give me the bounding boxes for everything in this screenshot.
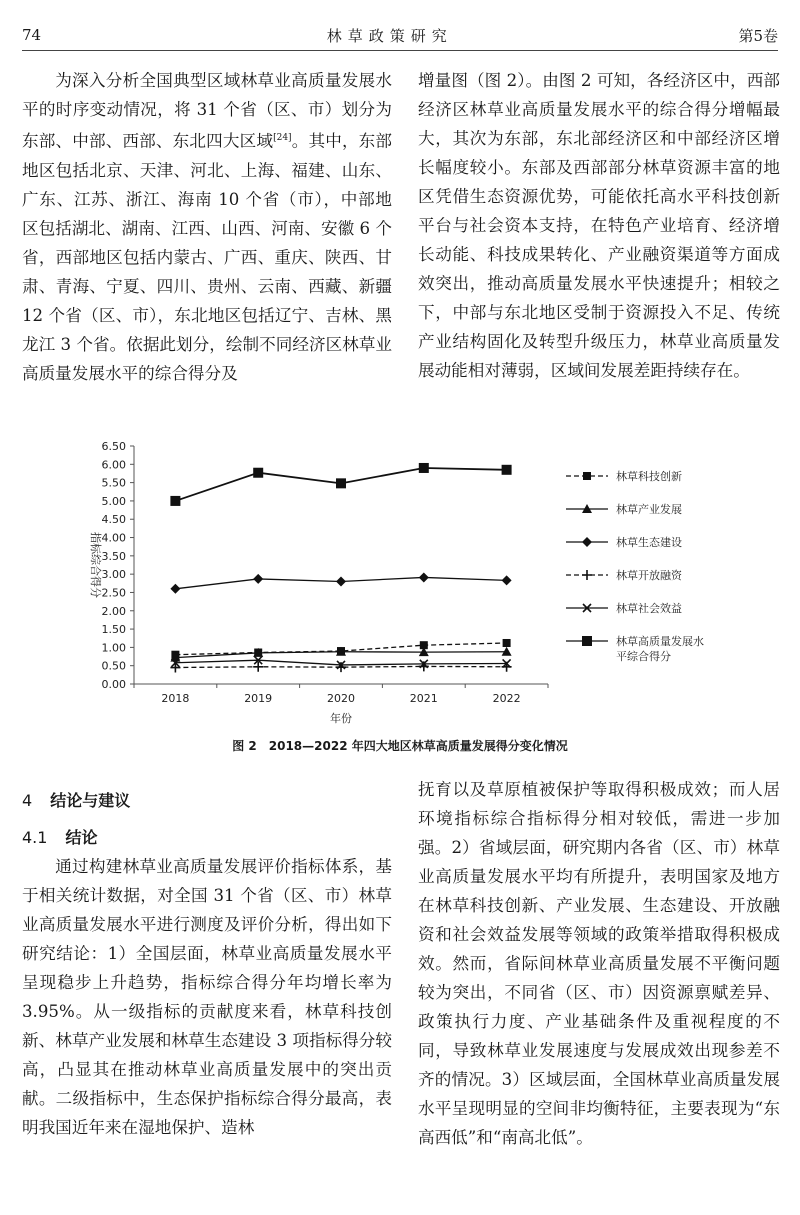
- x-tick-label: 2019: [244, 692, 273, 705]
- page-header: [22, 20, 778, 51]
- section-number: 4.1: [22, 828, 48, 847]
- y-tick-label: 0.50: [101, 659, 126, 673]
- legend-entry: [566, 535, 682, 549]
- data-point: [582, 570, 592, 580]
- legend-entry: [566, 634, 704, 663]
- y-tick-label: 2.00: [101, 604, 126, 618]
- bottom-right-column: [418, 775, 780, 1152]
- top-right-column: [418, 66, 780, 385]
- paragraph-text: 。其中，东部地区包括北京、天津、河北、上海、福建、山东、广东、江苏、浙江、海南 10 个省（市），中部地区包括湖北、湖南、江西、山西、河南、安徽 6 个省，西部地区包括内蒙古、广西、重庆、陕西、甘肃、青海、宁夏、四川、贵州、云南、西藏、新疆 12 个省（区、市），东北地区包括辽宁、吉林、黑龙江 3 个省。依据此划分，绘制不同经济区林草业高质量发展水平的综合得分及: [22, 131, 393, 383]
- journal-title: 林草政策研究: [326, 26, 453, 45]
- y-tick-label: 4.50: [101, 513, 126, 527]
- y-tick-label: 1.00: [101, 641, 126, 655]
- y-tick-label: 6.00: [101, 458, 126, 472]
- section-4-heading: [22, 786, 392, 815]
- page-number: 74: [22, 26, 42, 44]
- legend-entry: [566, 601, 682, 615]
- data-point: [502, 465, 512, 475]
- paragraph-regions: [22, 66, 392, 388]
- x-tick-label: 2020: [327, 692, 355, 705]
- data-point: [170, 584, 180, 594]
- legend-label: 林草科技创新: [616, 470, 682, 483]
- legend-label: 平综合得分: [616, 650, 671, 663]
- section-title: 结论: [65, 828, 98, 847]
- y-tick-label: 2.50: [101, 586, 126, 600]
- data-point: [583, 472, 591, 480]
- y-axis-label: 指标综合得分: [89, 532, 102, 598]
- data-point: [253, 574, 263, 584]
- data-point: [503, 639, 511, 647]
- data-point: [170, 496, 180, 506]
- paragraph-conclusions-cont: 抚育以及草原植被保护等取得积极成效；而人居环境指标综合指标得分相对较低，需进一步加强。2）省域层面，研究期内各省（区、市）林草业高质量发展水平均有所提升，表明国家及地方在林草科技创新、产业发展、生态建设、开放融资和社会效益发展等领域的政策举措取得积极成效。然而，省际间林草业高质量发展不平衡问题较为突出，不同省（区、市）因资源禀赋差异、政策执行力度、产业基础条件及重视程度的不同，导致林草业发展速度与发展成效出现参差不齐的情况。3）区域层面，全国林草业高质量发展水平呈现明显的空间非均衡特征，主要表现为“东高西低”和“南高北低”。: [418, 780, 780, 1147]
- y-tick-label: 0.00: [101, 678, 126, 691]
- legend-label: 林草高质量发展水: [616, 635, 704, 648]
- y-tick-label: 6.50: [101, 440, 126, 453]
- data-point: [170, 663, 180, 673]
- y-tick-label: 1.50: [101, 623, 126, 637]
- citation-ref: [24]: [273, 133, 292, 143]
- section-number: 4: [22, 791, 33, 810]
- section-4-1-heading: [22, 823, 392, 852]
- legend-entry: [566, 469, 682, 483]
- section-title: 结论与建议: [50, 791, 131, 810]
- line-chart: [60, 432, 760, 762]
- legend-label: 林草生态建设: [616, 536, 682, 549]
- data-point: [582, 636, 592, 646]
- data-point: [419, 463, 429, 473]
- series-2: [170, 647, 511, 662]
- series-6: [170, 463, 511, 506]
- legend-label: 林草产业发展: [616, 503, 682, 516]
- x-tick-label: 2018: [161, 692, 190, 705]
- paragraph-text: 为深入分析全国典型区域林草业高质量发展水平的时序变动情况，将 31 个省（区、市）划分为东部、中部、西部、东北四大区域: [22, 71, 392, 151]
- x-tick-label: 2022: [492, 692, 521, 705]
- figure-caption: 图 2 2018—2022 年四大地区林草高质量发展得分变化情况: [232, 739, 568, 753]
- legend-entry: [566, 568, 683, 582]
- chart-svg: [60, 432, 760, 762]
- x-axis-label: 年份: [330, 712, 352, 725]
- data-point: [336, 576, 346, 586]
- data-point: [582, 537, 592, 547]
- data-point: [336, 478, 346, 488]
- legend-label: 林草开放融资: [616, 569, 682, 582]
- y-tick-label: 3.50: [101, 549, 126, 563]
- legend-label: 林草社会效益: [616, 602, 682, 615]
- x-tick-label: 2021: [409, 692, 438, 705]
- legend-entry: [566, 502, 682, 516]
- series-3: [170, 572, 511, 593]
- y-tick-label: 4.00: [101, 531, 126, 545]
- volume-label: 第5卷: [738, 26, 778, 45]
- paragraph-conclusions: 通过构建林草业高质量发展评价指标体系，基于相关统计数据，对全国 31 个省（区、市）林草业高质量发展水平进行测度及评价分析，得出如下研究结论：1）全国层面，林草业高质量发展水平呈现稳步上升趋势，指标综合得分年均增长率为 3.95%。从一级指标的贡献度来看，林草科技创新、林草产业发展和林草生态建设 3 项指标得分较高，凸显其在推动林草业高质量发展中的突出贡献。二级指标中，生态保护指标综合得分最高，表明我国近年来在湿地保护、造林: [22, 857, 392, 1137]
- top-left-column: [22, 66, 392, 388]
- data-point: [502, 575, 512, 585]
- paragraph-analysis: 增量图（图 2）。由图 2 可知，各经济区中，西部经济区林草业高质量发展水平的综合得分增幅最大，其次为东部，东北部经济区和中部经济区增长幅度较小。东部及西部部分林草资源丰富的地区凭借生态资源优势，可能依托高水平科技创新平台与社会资本支持，在特色产业培育、经济增长动能、科技成果转化、产业融资渠道等方面成效突出，推动高质量发展水平快速提升；相较之下，中部与东北地区受制于资源投入不足、传统产业结构固化及转型升级压力，林草业高质量发展动能相对薄弱，区域间发展差距持续存在。: [418, 71, 780, 380]
- y-tick-label: 5.00: [101, 494, 126, 508]
- data-point: [253, 468, 263, 478]
- data-point: [419, 572, 429, 582]
- y-tick-label: 5.50: [101, 476, 126, 490]
- y-tick-label: 3.00: [101, 568, 126, 582]
- data-point: [336, 662, 346, 672]
- bottom-left-column: [22, 786, 392, 1142]
